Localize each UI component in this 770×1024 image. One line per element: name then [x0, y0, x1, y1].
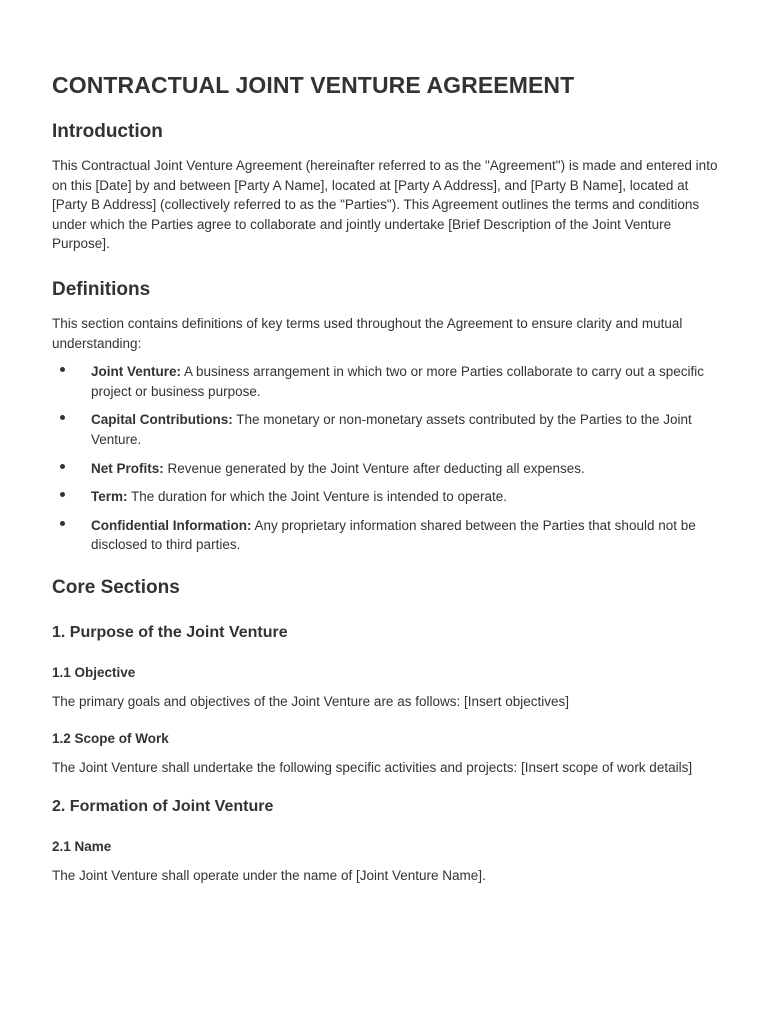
definition-text: A business arrangement in which two or more Parties collaborate to carry out a specific project or business purpose.: [91, 364, 705, 399]
definition-item-confidential-information: [52, 516, 724, 555]
section-1-2-heading: 1.2 Scope of Work: [52, 730, 169, 746]
definition-text: Any proprietary information shared between the Parties that should not be disclosed to third parties.: [91, 517, 696, 553]
bullet-icon: [60, 367, 65, 372]
bullet-icon: [60, 464, 65, 469]
introduction-heading: Introduction: [52, 121, 163, 142]
core-sections-heading: Core Sections: [52, 576, 180, 598]
bullet-icon: [60, 415, 65, 420]
definition-item-joint-venture: [52, 362, 724, 401]
definition-item-net-profits: [52, 459, 724, 479]
section-1-1-heading: 1.1 Objective: [52, 664, 136, 680]
definition-text: The monetary or non-monetary assets contributed by the Parties to the Joint Venture.: [91, 412, 692, 447]
definitions-paragraph: This section contains definitions of key terms used throughout the Agreement to ensure clarity and mutual understanding:: [52, 315, 683, 351]
definitions-heading: Definitions: [52, 278, 151, 300]
bullet-icon: [60, 521, 65, 526]
section-1-heading: 1. Purpose of the Joint Venture: [52, 623, 288, 641]
bullet-icon: [60, 492, 65, 497]
section-1-2-paragraph: The Joint Venture shall undertake the following specific activities and projects: [Insert scope of work details]: [52, 759, 693, 775]
definition-term: Confidential Information:: [91, 517, 252, 533]
section-2-1-heading: 2.1 Name: [52, 839, 112, 855]
section-2-1-paragraph: The Joint Venture shall operate under the name of [Joint Venture Name].: [52, 868, 486, 884]
document-title: CONTRACTUAL JOINT VENTURE AGREEMENT: [52, 72, 575, 98]
definition-item-term: [52, 487, 724, 507]
definition-text: Revenue generated by the Joint Venture after deducting all expenses.: [163, 460, 585, 476]
definition-item-capital-contributions: [52, 410, 724, 449]
definition-term: Net Profits:: [91, 460, 164, 476]
definitions-list: [52, 362, 724, 555]
section-2-heading: 2. Formation of Joint Venture: [52, 798, 274, 816]
introduction-paragraph: This Contractual Joint Venture Agreement (hereinafter referred to as the "Agreement") is made and entered into on this [Date] by and between [Party A Name], located at [Party A Address], and [Party B Name], located at [Party B Address] (collectively referred to as the "Parties"). This Agreement outlines the terms and conditions under which the Parties agree to collaborate and jointly undertake [Brief Description of the Joint Venture Purpose].: [52, 158, 718, 252]
definition-term: Joint Venture:: [91, 364, 182, 380]
definition-term: Term:: [91, 489, 128, 505]
section-1-1-paragraph: The primary goals and objectives of the Joint Venture are as follows: [Insert objectives]: [52, 693, 570, 709]
definition-text: The duration for which the Joint Venture is intended to operate.: [127, 489, 508, 505]
definition-term: Capital Contributions:: [91, 412, 233, 428]
document-content: [52, 70, 724, 886]
